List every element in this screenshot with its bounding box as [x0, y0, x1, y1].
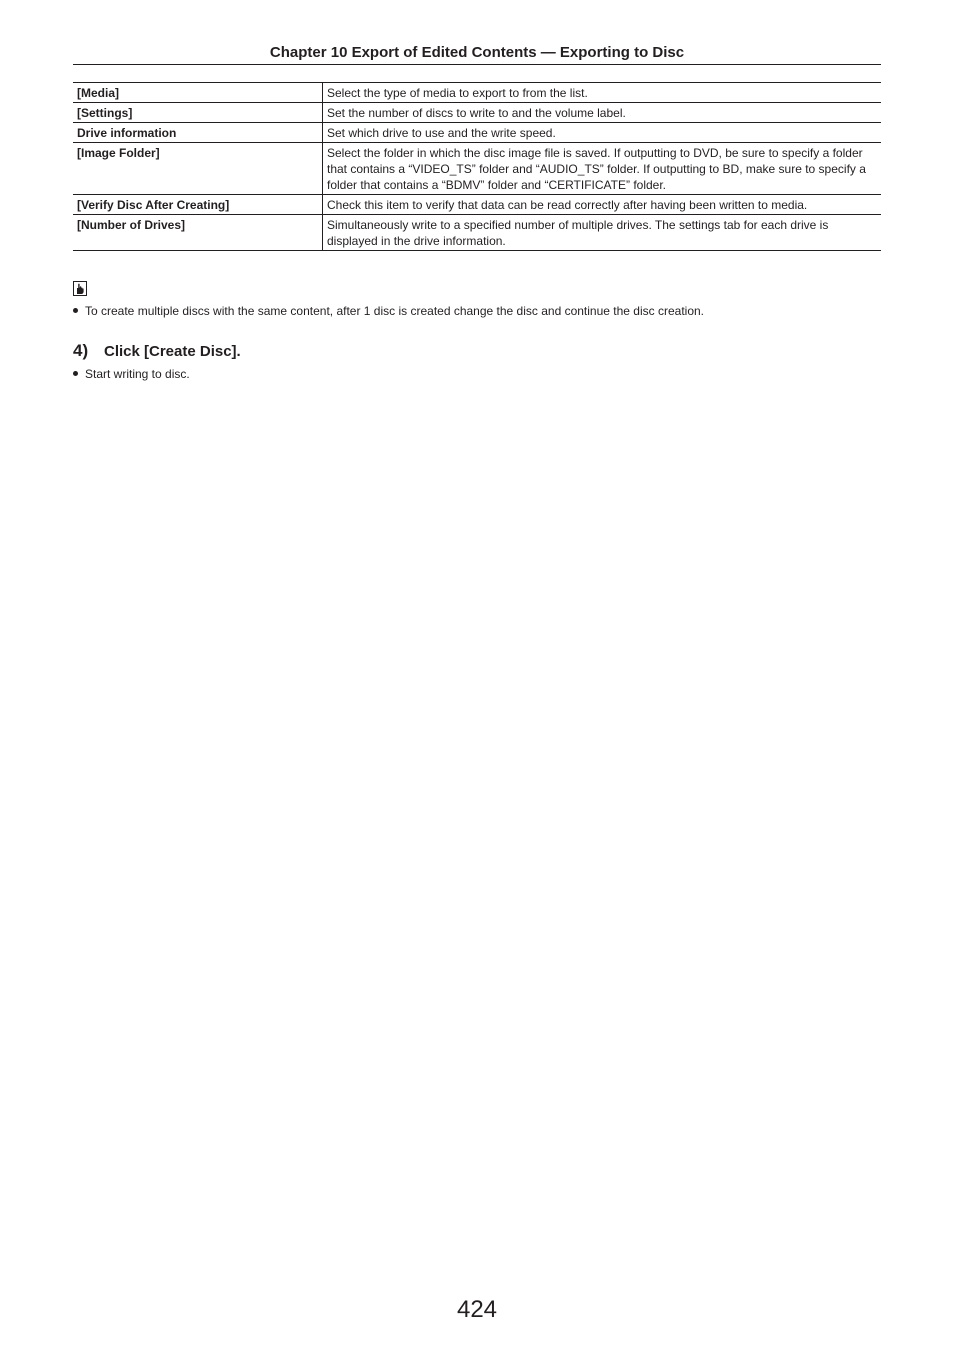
- table-description-cell: Check this item to verify that data can be read correctly after having been written to media.: [323, 195, 882, 215]
- table-term-cell: [Number of Drives]: [73, 215, 323, 251]
- step-text: Click [Create Disc].: [104, 343, 241, 360]
- note-hand-icon-graphic: [73, 281, 87, 296]
- table-description-cell: Select the type of media to export to from the list.: [323, 83, 882, 103]
- table-row: [73, 103, 881, 123]
- note-bullet-text: To create multiple discs with the same content, after 1 disc is created change the disc and continue the disc creation.: [85, 304, 705, 318]
- table-row: [73, 123, 881, 143]
- table-term-cell: Drive information: [73, 123, 323, 143]
- table-row: [73, 215, 881, 251]
- page-number: 424: [456, 1296, 498, 1323]
- table-term-cell: [Media]: [73, 83, 323, 103]
- step-number: 4): [73, 341, 89, 360]
- settings-table: [73, 82, 881, 251]
- step-bullet-item: [73, 366, 190, 382]
- table-description-cell: Select the folder in which the disc image file is saved. If outputting to DVD, be sure to specify a folder that contains a “VIDEO_TS” folder and “AUDIO_TS” folder. If outputting to BD, make sure to specify a folder that contains a “BDMV” folder and “CERTIFICATE” folder.: [323, 143, 882, 195]
- header-divider: [73, 64, 881, 65]
- note-bullet-item: [73, 303, 704, 319]
- table-term-cell: [Verify Disc After Creating]: [73, 195, 323, 215]
- table-description-cell: Simultaneously write to a specified number of multiple drives. The settings tab for each drive is displayed in the drive information.: [323, 215, 882, 251]
- table-row: [73, 83, 881, 103]
- table-term-cell: [Settings]: [73, 103, 323, 123]
- bullet-dot: [73, 371, 78, 376]
- bullet-dot: [73, 308, 78, 313]
- note-hand-icon: [73, 281, 87, 296]
- table-description-cell: Set which drive to use and the write speed.: [323, 123, 882, 143]
- table-row: [73, 195, 881, 215]
- table-description-cell: Set the number of discs to write to and the volume label.: [323, 103, 882, 123]
- step-bullet-text: Start writing to disc.: [85, 367, 190, 381]
- table-term-cell: [Image Folder]: [73, 143, 323, 195]
- chapter-header-title: Chapter 10 Export of Edited Contents — Exporting to Disc: [269, 44, 685, 61]
- table-row: [73, 143, 881, 195]
- step-heading: [73, 340, 241, 363]
